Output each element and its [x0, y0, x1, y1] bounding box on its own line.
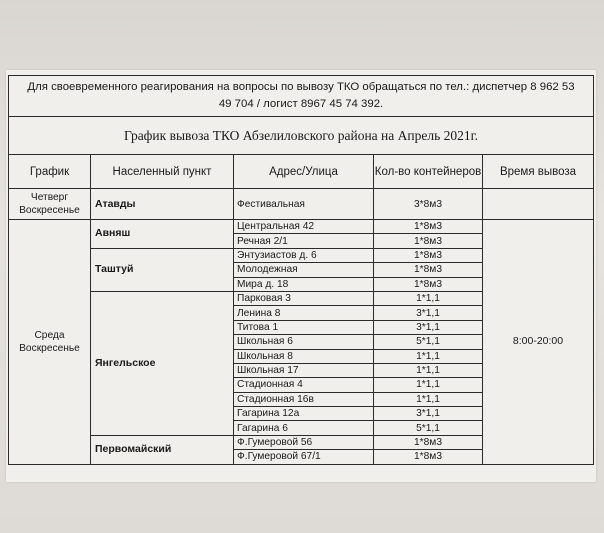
qty-cell: 3*1,1: [374, 306, 483, 320]
address-cell: Стадионная 16в: [234, 392, 374, 406]
header-schedule: График: [9, 155, 91, 189]
contact-line-2: 49 704 / логист 8967 45 74 392.: [218, 98, 384, 110]
qty-cell: 1*1,1: [374, 349, 483, 363]
address-cell: Гагарина 12а: [234, 407, 374, 421]
address-cell: Фестивальная: [234, 189, 374, 220]
address-cell: Молодежная: [234, 263, 374, 277]
address-cell: Титова 1: [234, 320, 374, 334]
qty-cell: 3*1,1: [374, 320, 483, 334]
qty-cell: 1*1,1: [374, 378, 483, 392]
contact-line-1: Для своевременного реагирования на вопросы по вывозу ТКО обращаться по тел.: диспетчер 8 962 53: [27, 81, 575, 93]
settlement-yangelskoe: Янгельское: [91, 291, 234, 435]
address-cell: Энтузиастов д. 6: [234, 248, 374, 262]
schedule-cell-thu-sun: Четверг Воскресенье: [9, 189, 91, 220]
address-cell: Центральная 42: [234, 220, 374, 234]
address-cell: Школьная 17: [234, 363, 374, 377]
settlement-pervomaysky: Первомайский: [91, 435, 234, 464]
qty-cell: 3*8м3: [374, 189, 483, 220]
address-cell: Мира д. 18: [234, 277, 374, 291]
qty-cell: 5*1,1: [374, 421, 483, 435]
schedule-sheet: [6, 70, 596, 482]
qty-cell: 1*8м3: [374, 277, 483, 291]
header-time: Время вывоза: [483, 155, 594, 189]
settlement-atavdy: Атавды: [91, 189, 234, 220]
address-cell: Школьная 8: [234, 349, 374, 363]
qty-cell: 1*8м3: [374, 450, 483, 464]
header-address: Адрес/Улица: [234, 155, 374, 189]
qty-cell: 1*8м3: [374, 263, 483, 277]
header-qty: Кол-во контейнеров: [374, 155, 483, 189]
qty-cell: 1*1,1: [374, 291, 483, 305]
address-cell: Гагарина 6: [234, 421, 374, 435]
header-settlement: Населенный пункт: [91, 155, 234, 189]
settlement-tashtuy: Таштуй: [91, 248, 234, 291]
address-cell: Ф.Гумеровой 67/1: [234, 450, 374, 464]
qty-cell: 5*1,1: [374, 335, 483, 349]
schedule-table: [8, 75, 594, 465]
time-cell-empty: [483, 189, 594, 220]
qty-cell: 1*8м3: [374, 220, 483, 234]
table-row: [9, 189, 594, 220]
qty-cell: 3*1,1: [374, 407, 483, 421]
table-title: График вывоза ТКО Абзелиловского района на Апрель 2021г.: [9, 117, 594, 155]
address-cell: Школьная 6: [234, 335, 374, 349]
qty-cell: 1*8м3: [374, 248, 483, 262]
table-row: [9, 220, 594, 234]
schedule-cell-wed-sun: Среда Воскресенье: [9, 220, 91, 465]
qty-cell: 1*8м3: [374, 234, 483, 248]
contact-row: [9, 76, 594, 117]
settlement-avnyash: Авняш: [91, 220, 234, 249]
address-cell: Парковая 3: [234, 291, 374, 305]
qty-cell: 1*1,1: [374, 392, 483, 406]
address-cell: Ф.Гумеровой 56: [234, 435, 374, 449]
title-row: [9, 117, 594, 155]
qty-cell: 1*1,1: [374, 363, 483, 377]
qty-cell: 1*8м3: [374, 435, 483, 449]
address-cell: Речная 2/1: [234, 234, 374, 248]
address-cell: Ленина 8: [234, 306, 374, 320]
time-cell: 8:00-20:00: [483, 220, 594, 465]
contact-info: [9, 76, 594, 117]
header-row: [9, 155, 594, 189]
address-cell: Стадионная 4: [234, 378, 374, 392]
